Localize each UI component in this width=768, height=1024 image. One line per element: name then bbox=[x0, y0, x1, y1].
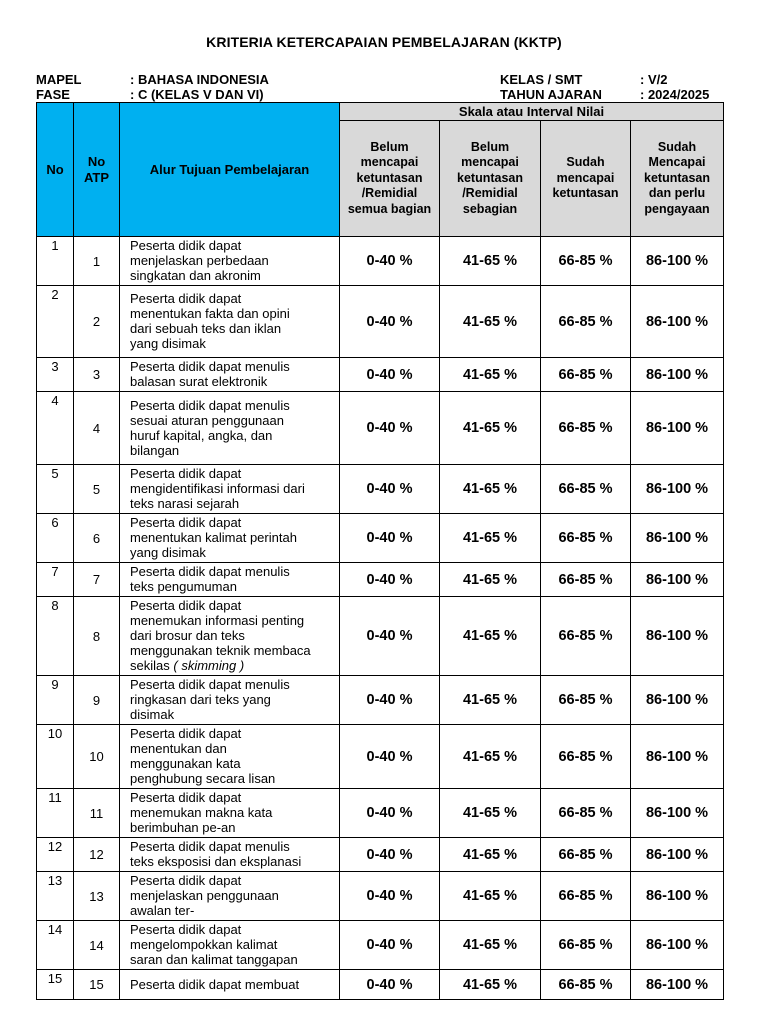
value-belum-semua: 0-40 % bbox=[340, 465, 440, 514]
value-belum-sebagian: 41-65 % bbox=[440, 725, 541, 789]
row-number: 9 bbox=[37, 676, 74, 725]
value-belum-semua: 0-40 % bbox=[340, 970, 440, 1000]
value-sudah-pengayaan: 86-100 % bbox=[631, 514, 724, 563]
value-sudah: 66-85 % bbox=[541, 970, 631, 1000]
table-row bbox=[37, 872, 724, 921]
table-row bbox=[37, 838, 724, 872]
mapel-label: MAPEL bbox=[36, 72, 82, 87]
value-belum-sebagian: 41-65 % bbox=[440, 970, 541, 1000]
row-atp-number: 10 bbox=[74, 725, 120, 789]
table-row bbox=[37, 725, 724, 789]
value-belum-semua: 0-40 % bbox=[340, 789, 440, 838]
value-belum-sebagian: 41-65 % bbox=[440, 872, 541, 921]
value-sudah: 66-85 % bbox=[541, 392, 631, 465]
table-row bbox=[37, 970, 724, 1000]
value-belum-semua: 0-40 % bbox=[340, 921, 440, 970]
value-sudah: 66-85 % bbox=[541, 563, 631, 597]
value-belum-sebagian: 41-65 % bbox=[440, 597, 541, 676]
value-belum-sebagian: 41-65 % bbox=[440, 921, 541, 970]
table-row bbox=[37, 676, 724, 725]
tahun-label: TAHUN AJARAN bbox=[500, 87, 602, 102]
table-row bbox=[37, 921, 724, 970]
header-sudah: Sudah mencapai ketuntasan bbox=[541, 121, 631, 237]
value-sudah: 66-85 % bbox=[541, 465, 631, 514]
row-number: 8 bbox=[37, 597, 74, 676]
value-belum-sebagian: 41-65 % bbox=[440, 563, 541, 597]
value-sudah: 66-85 % bbox=[541, 789, 631, 838]
value-belum-sebagian: 41-65 % bbox=[440, 237, 541, 286]
row-number: 7 bbox=[37, 563, 74, 597]
value-sudah-pengayaan: 86-100 % bbox=[631, 838, 724, 872]
value-sudah: 66-85 % bbox=[541, 286, 631, 358]
value-belum-sebagian: 41-65 % bbox=[440, 358, 541, 392]
header-scale: Skala atau Interval Nilai bbox=[340, 103, 724, 121]
row-number: 6 bbox=[37, 514, 74, 563]
value-sudah: 66-85 % bbox=[541, 237, 631, 286]
value-sudah-pengayaan: 86-100 % bbox=[631, 970, 724, 1000]
value-belum-semua: 0-40 % bbox=[340, 563, 440, 597]
table-row bbox=[37, 597, 724, 676]
value-sudah-pengayaan: 86-100 % bbox=[631, 465, 724, 514]
row-number: 4 bbox=[37, 392, 74, 465]
page-title: KRITERIA KETERCAPAIAN PEMBELAJARAN (KKTP) bbox=[206, 34, 562, 50]
value-sudah-pengayaan: 86-100 % bbox=[631, 237, 724, 286]
value-sudah-pengayaan: 86-100 % bbox=[631, 921, 724, 970]
value-belum-sebagian: 41-65 % bbox=[440, 514, 541, 563]
value-belum-sebagian: 41-65 % bbox=[440, 286, 541, 358]
row-number: 15 bbox=[37, 970, 74, 1000]
row-description: Peserta didik dapat menemukan makna kata berimbuhan pe-an bbox=[120, 789, 340, 838]
row-atp-number: 8 bbox=[74, 597, 120, 676]
value-sudah-pengayaan: 86-100 % bbox=[631, 725, 724, 789]
kelas-value: : V/2 bbox=[640, 72, 668, 87]
row-number: 10 bbox=[37, 725, 74, 789]
value-sudah: 66-85 % bbox=[541, 676, 631, 725]
row-number: 11 bbox=[37, 789, 74, 838]
value-sudah-pengayaan: 86-100 % bbox=[631, 872, 724, 921]
row-description: Peserta didik dapat mengelompokkan kalimat saran dan kalimat tanggapan bbox=[120, 921, 340, 970]
row-description: Peserta didik dapat mengidentifikasi informasi dari teks narasi sejarah bbox=[120, 465, 340, 514]
table-row bbox=[37, 392, 724, 465]
value-belum-semua: 0-40 % bbox=[340, 286, 440, 358]
row-description: Peserta didik dapat menjelaskan perbedaan singkatan dan akronim bbox=[120, 237, 340, 286]
row-description: Peserta didik dapat membuat bbox=[120, 970, 340, 1000]
value-belum-sebagian: 41-65 % bbox=[440, 789, 541, 838]
row-atp-number: 1 bbox=[74, 237, 120, 286]
row-number: 13 bbox=[37, 872, 74, 921]
tahun-value: : 2024/2025 bbox=[640, 87, 710, 102]
row-description: Peserta didik dapat menjelaskan penggunaan awalan ter- bbox=[120, 872, 340, 921]
table-row bbox=[37, 358, 724, 392]
value-sudah: 66-85 % bbox=[541, 838, 631, 872]
fase-label: FASE bbox=[36, 87, 70, 102]
row-number: 14 bbox=[37, 921, 74, 970]
value-belum-semua: 0-40 % bbox=[340, 392, 440, 465]
mapel-value: : BAHASA INDONESIA bbox=[130, 72, 269, 87]
kelas-label: KELAS / SMT bbox=[500, 72, 583, 87]
table-row bbox=[37, 286, 724, 358]
row-description: Peserta didik dapat menulis ringkasan dari teks yang disimak bbox=[120, 676, 340, 725]
table-row bbox=[37, 789, 724, 838]
value-sudah: 66-85 % bbox=[541, 872, 631, 921]
row-description: Peserta didik dapat menulis teks pengumuman bbox=[120, 563, 340, 597]
row-atp-number: 15 bbox=[74, 970, 120, 1000]
value-sudah: 66-85 % bbox=[541, 725, 631, 789]
row-atp-number: 2 bbox=[74, 286, 120, 358]
row-number: 12 bbox=[37, 838, 74, 872]
row-atp-number: 6 bbox=[74, 514, 120, 563]
value-belum-sebagian: 41-65 % bbox=[440, 838, 541, 872]
value-belum-semua: 0-40 % bbox=[340, 872, 440, 921]
row-description: Peserta didik dapat menemukan informasi penting dari brosur dan teks menggunakan teknik membaca sekilas ( skimming ) bbox=[120, 597, 340, 676]
value-belum-sebagian: 41-65 % bbox=[440, 465, 541, 514]
row-atp-number: 12 bbox=[74, 838, 120, 872]
kktp-table bbox=[36, 102, 724, 1000]
row-number: 3 bbox=[37, 358, 74, 392]
row-atp-number: 11 bbox=[74, 789, 120, 838]
value-sudah-pengayaan: 86-100 % bbox=[631, 286, 724, 358]
table-row bbox=[37, 563, 724, 597]
header-no: No bbox=[37, 103, 74, 237]
value-belum-sebagian: 41-65 % bbox=[440, 676, 541, 725]
row-atp-number: 4 bbox=[74, 392, 120, 465]
row-number: 1 bbox=[37, 237, 74, 286]
value-belum-semua: 0-40 % bbox=[340, 676, 440, 725]
table-row bbox=[37, 514, 724, 563]
table-row bbox=[37, 465, 724, 514]
value-sudah-pengayaan: 86-100 % bbox=[631, 597, 724, 676]
row-atp-number: 5 bbox=[74, 465, 120, 514]
row-atp-number: 7 bbox=[74, 563, 120, 597]
value-sudah-pengayaan: 86-100 % bbox=[631, 563, 724, 597]
row-description: Peserta didik dapat menulis balasan surat elektronik bbox=[120, 358, 340, 392]
header-alur: Alur Tujuan Pembelajaran bbox=[120, 103, 340, 237]
value-belum-semua: 0-40 % bbox=[340, 358, 440, 392]
row-number: 5 bbox=[37, 465, 74, 514]
value-sudah-pengayaan: 86-100 % bbox=[631, 789, 724, 838]
row-atp-number: 13 bbox=[74, 872, 120, 921]
value-belum-semua: 0-40 % bbox=[340, 514, 440, 563]
value-sudah: 66-85 % bbox=[541, 921, 631, 970]
value-sudah: 66-85 % bbox=[541, 514, 631, 563]
header-no-atp: No ATP bbox=[74, 103, 120, 237]
row-description: Peserta didik dapat menulis teks eksposisi dan eksplanasi bbox=[120, 838, 340, 872]
row-description: Peserta didik dapat menentukan dan menggunakan kata penghubung secara lisan bbox=[120, 725, 340, 789]
header-belum-sebagian: Belum mencapai ketuntasan /Remidial sebagian bbox=[440, 121, 541, 237]
value-belum-semua: 0-40 % bbox=[340, 597, 440, 676]
row-description: Peserta didik dapat menentukan kalimat perintah yang disimak bbox=[120, 514, 340, 563]
header-sudah-pengayaan: Sudah Mencapai ketuntasan dan perlu pengayaan bbox=[631, 121, 724, 237]
table-row bbox=[37, 237, 724, 286]
row-atp-number: 3 bbox=[74, 358, 120, 392]
row-atp-number: 14 bbox=[74, 921, 120, 970]
value-sudah-pengayaan: 86-100 % bbox=[631, 676, 724, 725]
row-number: 2 bbox=[37, 286, 74, 358]
row-description: Peserta didik dapat menulis sesuai aturan penggunaan huruf kapital, angka, dan bilangan bbox=[120, 392, 340, 465]
fase-value: : C (KELAS V DAN VI) bbox=[130, 87, 264, 102]
value-belum-semua: 0-40 % bbox=[340, 838, 440, 872]
row-description: Peserta didik dapat menentukan fakta dan opini dari sebuah teks dan iklan yang disimak bbox=[120, 286, 340, 358]
value-sudah-pengayaan: 86-100 % bbox=[631, 358, 724, 392]
header-belum-semua: Belum mencapai ketuntasan /Remidial semua bagian bbox=[340, 121, 440, 237]
row-atp-number: 9 bbox=[74, 676, 120, 725]
value-sudah: 66-85 % bbox=[541, 358, 631, 392]
value-sudah-pengayaan: 86-100 % bbox=[631, 392, 724, 465]
value-belum-semua: 0-40 % bbox=[340, 237, 440, 286]
value-belum-semua: 0-40 % bbox=[340, 725, 440, 789]
value-belum-sebagian: 41-65 % bbox=[440, 392, 541, 465]
value-sudah: 66-85 % bbox=[541, 597, 631, 676]
